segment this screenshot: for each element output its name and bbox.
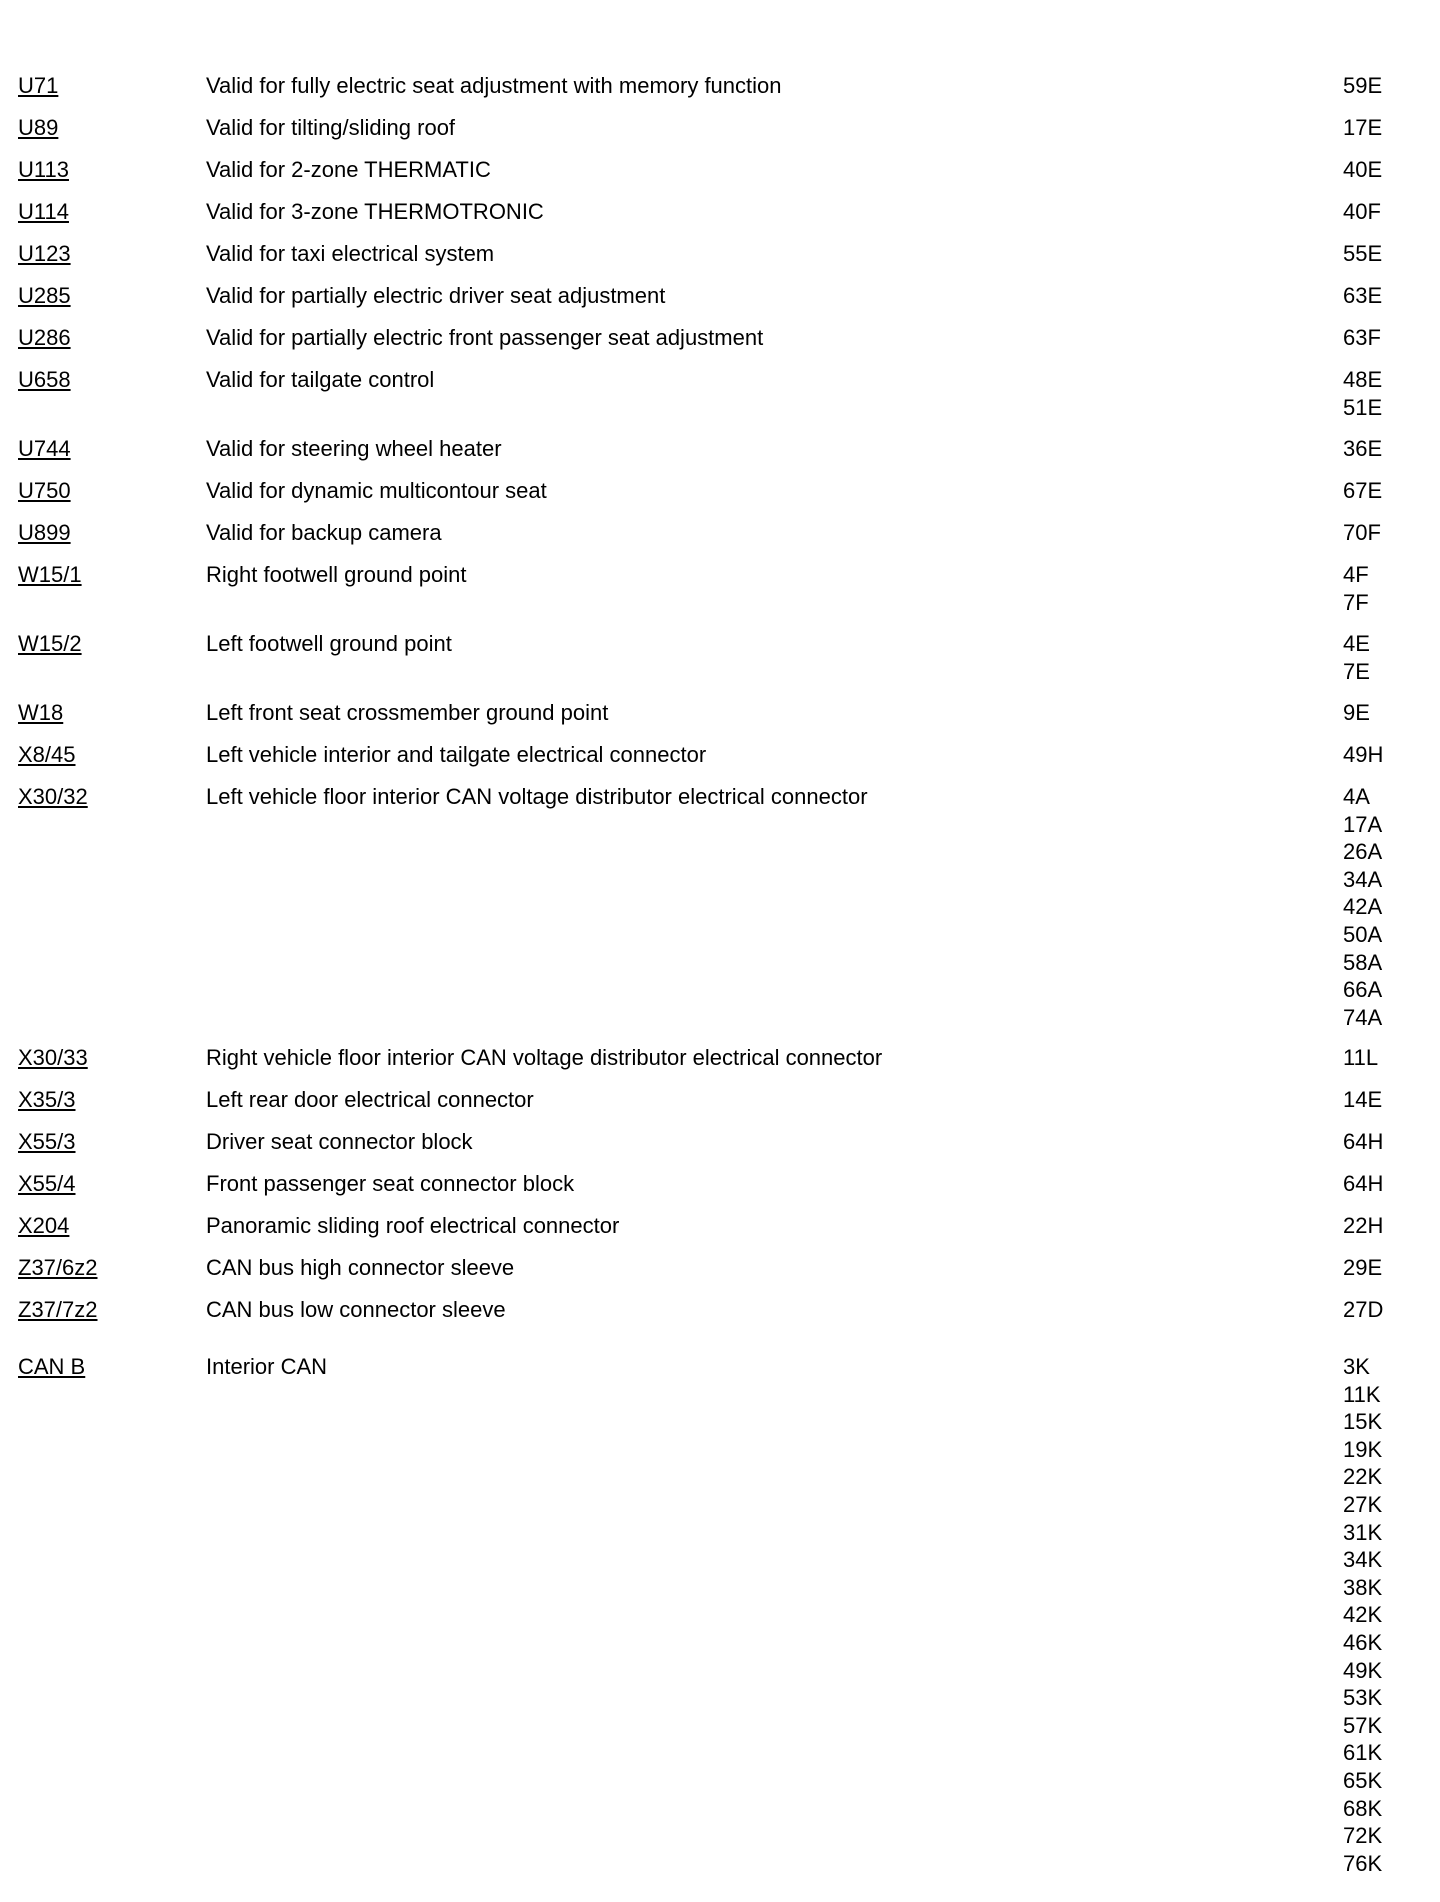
- location-list: [1343, 741, 1423, 769]
- location-reference[interactable]: 7E: [1343, 658, 1370, 684]
- component-description: Valid for partially electric front passenger seat adjustment: [206, 325, 764, 350]
- table-row: [0, 198, 1440, 228]
- location-reference[interactable]: 59E: [1343, 73, 1383, 98]
- component-description: Valid for 3-zone THERMOTRONIC: [206, 199, 544, 224]
- component-description: Interior CAN: [206, 1354, 328, 1379]
- location-reference[interactable]: 42K: [1343, 1602, 1383, 1628]
- location-reference[interactable]: 27K: [1343, 1491, 1383, 1517]
- location-reference[interactable]: 22K: [1343, 1464, 1383, 1490]
- location-reference[interactable]: 29E: [1343, 1255, 1383, 1280]
- location-reference[interactable]: 26A: [1343, 839, 1383, 865]
- component-description: Valid for partially electric driver seat adjustment: [206, 283, 666, 308]
- component-code-link[interactable]: X55/4: [18, 1171, 76, 1196]
- location-reference[interactable]: 4E: [1343, 631, 1370, 656]
- component-code-link[interactable]: U114: [18, 199, 69, 224]
- location-reference[interactable]: 9E: [1343, 700, 1370, 725]
- component-description: Valid for backup camera: [206, 520, 442, 545]
- component-code-link[interactable]: U899: [18, 520, 71, 545]
- location-reference[interactable]: 48E: [1343, 367, 1383, 392]
- table-row: [0, 282, 1440, 312]
- component-code-link[interactable]: X30/33: [18, 1045, 88, 1070]
- component-code-link[interactable]: U285: [18, 283, 71, 308]
- table-row: [0, 1353, 1440, 1876]
- table-row: [0, 783, 1440, 1030]
- table-row: [0, 1044, 1440, 1074]
- component-code-link[interactable]: W15/2: [18, 631, 82, 656]
- location-reference[interactable]: 17E: [1343, 115, 1383, 140]
- location-reference[interactable]: 3K: [1343, 1354, 1370, 1379]
- component-code-link[interactable]: U750: [18, 478, 71, 503]
- location-reference[interactable]: 42A: [1343, 894, 1383, 920]
- table-row: [0, 477, 1440, 507]
- location-reference[interactable]: 15K: [1343, 1409, 1383, 1435]
- location-list: [1343, 1086, 1423, 1114]
- location-list: [1343, 282, 1423, 310]
- location-list: [1343, 561, 1423, 616]
- component-code-link[interactable]: U89: [18, 115, 59, 140]
- location-list: [1343, 1254, 1423, 1282]
- component-code-link[interactable]: W18: [18, 700, 64, 725]
- component-description: Right footwell ground point: [206, 562, 467, 587]
- table-row: [0, 1212, 1440, 1242]
- table-row: [0, 240, 1440, 270]
- table-row: [0, 72, 1440, 102]
- location-list: [1343, 72, 1423, 100]
- location-reference[interactable]: 70F: [1343, 520, 1381, 545]
- location-list: [1343, 1044, 1423, 1072]
- location-reference[interactable]: 63E: [1343, 283, 1383, 308]
- location-reference[interactable]: 61K: [1343, 1740, 1383, 1766]
- component-description: CAN bus high connector sleeve: [206, 1255, 515, 1280]
- location-reference[interactable]: 53K: [1343, 1685, 1383, 1711]
- location-reference[interactable]: 74A: [1343, 1004, 1383, 1030]
- table-row: [0, 630, 1440, 684]
- table-row: [0, 366, 1440, 420]
- component-code-link[interactable]: Z37/6z2: [18, 1255, 98, 1280]
- component-description: Valid for 2-zone THERMATIC: [206, 157, 491, 182]
- component-description: Front passenger seat connector block: [206, 1171, 575, 1196]
- component-description: Left front seat crossmember ground point: [206, 700, 609, 725]
- location-reference[interactable]: 11K: [1343, 1381, 1381, 1407]
- component-description: Valid for steering wheel heater: [206, 436, 502, 461]
- location-reference[interactable]: 19K: [1343, 1436, 1383, 1462]
- location-reference[interactable]: 76K: [1343, 1850, 1383, 1876]
- location-reference[interactable]: 40F: [1343, 199, 1381, 224]
- location-list: [1343, 783, 1423, 1031]
- component-code-link[interactable]: U658: [18, 367, 71, 392]
- table-row: [0, 1254, 1440, 1284]
- location-reference[interactable]: 65K: [1343, 1767, 1383, 1793]
- component-code-link[interactable]: U744: [18, 436, 71, 461]
- location-reference[interactable]: 50A: [1343, 921, 1383, 947]
- location-list: [1343, 630, 1423, 685]
- component-code-link[interactable]: U286: [18, 325, 71, 350]
- table-row: [0, 324, 1440, 354]
- location-reference[interactable]: 51E: [1343, 394, 1383, 420]
- component-code-link[interactable]: X8/45: [18, 742, 76, 767]
- location-reference[interactable]: 4A: [1343, 784, 1370, 809]
- location-list: [1343, 519, 1423, 547]
- component-description: Valid for dynamic multicontour seat: [206, 478, 547, 503]
- location-list: [1343, 324, 1423, 352]
- location-reference[interactable]: 31K: [1343, 1519, 1383, 1545]
- location-reference[interactable]: 72K: [1343, 1823, 1383, 1849]
- location-list: [1343, 198, 1423, 226]
- location-list: [1343, 114, 1423, 142]
- component-description: Valid for tilting/sliding roof: [206, 115, 456, 140]
- component-code-link[interactable]: U113: [18, 157, 69, 182]
- component-description: Left vehicle interior and tailgate electrical connector: [206, 742, 707, 767]
- component-description: CAN bus low connector sleeve: [206, 1297, 506, 1322]
- location-list: [1343, 1212, 1423, 1240]
- table-row: [0, 156, 1440, 186]
- location-list: [1343, 1296, 1423, 1324]
- location-list: [1343, 1353, 1423, 1877]
- location-reference[interactable]: 36E: [1343, 436, 1383, 461]
- component-description: Right vehicle floor interior CAN voltage distributor electrical connector: [206, 1045, 883, 1070]
- table-row: [0, 1170, 1440, 1200]
- location-reference[interactable]: 49H: [1343, 742, 1384, 767]
- location-reference[interactable]: 22H: [1343, 1213, 1384, 1238]
- component-code-link[interactable]: CAN B: [18, 1354, 86, 1379]
- location-reference[interactable]: 4F: [1343, 562, 1369, 587]
- table-row: [0, 561, 1440, 615]
- component-code-link[interactable]: X204: [18, 1213, 70, 1238]
- location-reference[interactable]: 64H: [1343, 1171, 1384, 1196]
- table-row: [0, 699, 1440, 729]
- location-list: [1343, 1128, 1423, 1156]
- location-list: [1343, 366, 1423, 421]
- location-list: [1343, 699, 1423, 727]
- component-code-link[interactable]: U71: [18, 73, 59, 98]
- component-description: Valid for tailgate control: [206, 367, 435, 392]
- location-reference[interactable]: 58A: [1343, 949, 1383, 975]
- location-reference[interactable]: 49K: [1343, 1657, 1383, 1683]
- component-code-link[interactable]: Z37/7z2: [18, 1297, 98, 1322]
- component-code-link[interactable]: X55/3: [18, 1129, 76, 1154]
- location-list: [1343, 435, 1423, 463]
- location-list: [1343, 240, 1423, 268]
- location-reference[interactable]: 27D: [1343, 1297, 1384, 1322]
- component-description: Left vehicle floor interior CAN voltage distributor electrical connector: [206, 784, 868, 809]
- table-row: [0, 519, 1440, 549]
- component-code-link[interactable]: U123: [18, 241, 71, 266]
- location-reference[interactable]: 17A: [1343, 811, 1383, 837]
- location-reference[interactable]: 46K: [1343, 1629, 1383, 1655]
- table-row: [0, 114, 1440, 144]
- component-code-link[interactable]: X35/3: [18, 1087, 76, 1112]
- component-description: Left footwell ground point: [206, 631, 452, 656]
- location-reference[interactable]: 63F: [1343, 325, 1381, 350]
- location-reference[interactable]: 11L: [1343, 1045, 1379, 1070]
- location-reference[interactable]: 66A: [1343, 977, 1383, 1003]
- location-reference[interactable]: 7F: [1343, 589, 1369, 615]
- component-description: Panoramic sliding roof electrical connector: [206, 1213, 620, 1238]
- location-reference[interactable]: 40E: [1343, 157, 1383, 182]
- component-description: Valid for taxi electrical system: [206, 241, 495, 266]
- location-list: [1343, 477, 1423, 505]
- component-code-link[interactable]: X30/32: [18, 784, 88, 809]
- location-reference[interactable]: 55E: [1343, 241, 1383, 266]
- location-list: [1343, 156, 1423, 184]
- table-row: [0, 1296, 1440, 1326]
- location-reference[interactable]: 38K: [1343, 1574, 1383, 1600]
- component-description: Left rear door electrical connector: [206, 1087, 534, 1112]
- location-reference[interactable]: 34A: [1343, 866, 1383, 892]
- location-reference[interactable]: 67E: [1343, 478, 1383, 503]
- location-reference[interactable]: 57K: [1343, 1712, 1383, 1738]
- location-reference[interactable]: 34K: [1343, 1547, 1383, 1573]
- table-row: [0, 1086, 1440, 1116]
- table-row: [0, 1128, 1440, 1158]
- location-list: [1343, 1170, 1423, 1198]
- component-code-link[interactable]: W15/1: [18, 562, 82, 587]
- location-reference[interactable]: 68K: [1343, 1795, 1383, 1821]
- component-description: Driver seat connector block: [206, 1129, 473, 1154]
- location-reference[interactable]: 64H: [1343, 1129, 1384, 1154]
- table-row: [0, 741, 1440, 771]
- component-description: Valid for fully electric seat adjustment with memory function: [206, 73, 782, 98]
- table-row: [0, 435, 1440, 465]
- location-reference[interactable]: 14E: [1343, 1087, 1383, 1112]
